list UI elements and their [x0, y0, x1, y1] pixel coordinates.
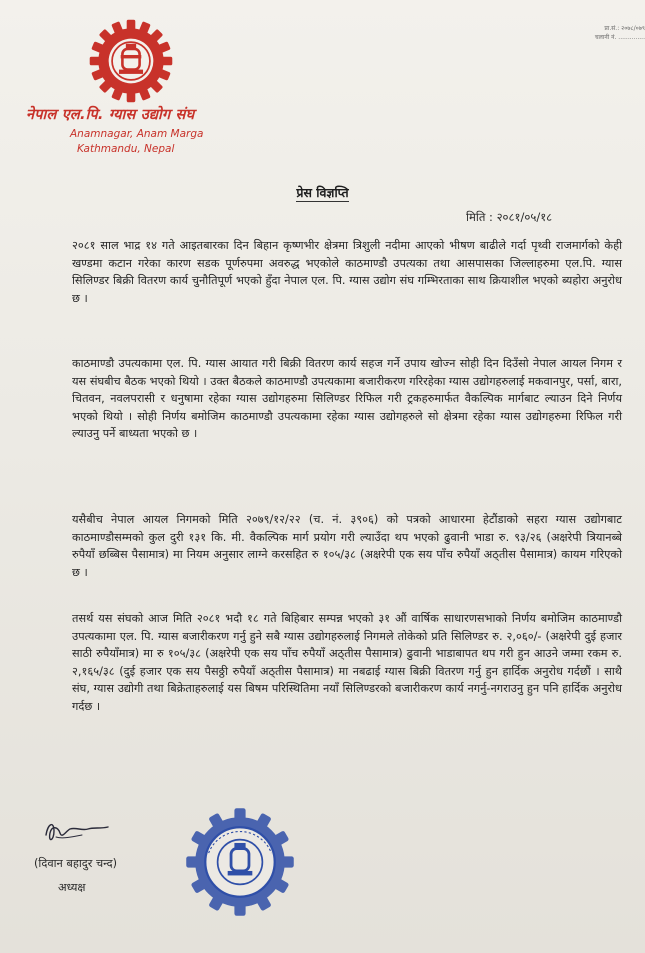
address-line-2: Kathmandu, Nepal	[77, 143, 175, 155]
paragraph-1: २०८१ साल भाद्र १४ गते आइतबारका दिन बिहान कृष्णभीर क्षेत्रमा त्रिशुली नदीमा आएको भीषण बाढीले गर्दा पृथ्वी राजमार्गको केही खण्डमा कटान गरेका कारण सडक पूर्णरुपमा अवरुद्ध भएकोले काठमाण्डौ उपत्यका तथा आसपासका जिल्लाहरुमा एल.पि. ग्यास सिलिण्डर बिक्री वितरण कार्य चुनौतिपूर्ण भएको हुँदा नेपाल एल. पि. ग्यास उद्योग संघ गम्भिरताका साथ क्रियाशील भएको ब्यहोरा अनुरोध छ ।	[72, 239, 622, 305]
signer-name: (दिवान बहादुर चन्द)	[34, 857, 118, 870]
organization-name: नेपाल एल.पि. ग्यास उद्योग संघ	[26, 107, 195, 123]
dispatch-number-line: चलानी नं. ..............	[594, 34, 645, 41]
signer-role: अध्यक्ष	[58, 881, 86, 894]
reference-numbers	[475, 24, 645, 42]
official-stamp-icon	[184, 806, 296, 918]
document-date: मिति : २०८१/०५/१८	[466, 210, 553, 224]
fiscal-year-line: प्रा.सं.: २०७८/०७९	[604, 25, 645, 32]
address-line-1: Anamnagar, Anam Marga	[70, 128, 204, 140]
press-release-heading: प्रेस विज्ञप्ति	[296, 185, 349, 200]
paragraph-4: तसर्थ यस संघको आज मिति २०८१ भदौ १८ गते बिहिबार सम्पन्न भएको ३१ औं वार्षिक साधारणसभाको निर्णय बमोजिम काठमाण्डौ उपत्यकामा एल. पि. ग्यास बजारीकरण गर्नु हुने सबै ग्यास उद्योगहरुलाई निगमले तोकेको प्रति सिलिण्डर रु. २,०६०/- (अक्षरेपी दुई हजार साठी रुपैयाँमात्र) मा रु १०५/३८ (अक्षरेपी एक सय पाँच रुपैयाँ अठ्तीस पैसामात्र) ढुवानी भाडाबापत थप गरी हुन आउने जम्मा रकम रु. २,१६५/३८ (दुई हजार एक सय पैसठ्ठी रुपैयाँ अठ्तीस पैसामात्र) मा नबढाई ग्यास बिक्री वितरण गर्नु हुन हार्दिक अनुरोध गर्दछौं । साथै संघ, ग्यास उद्योगी तथा बिक्रेताहरुलाई यस बिषम परिस्थितिमा नयाँ सिलिण्डरको बजारीकरण कार्य नगर्नु-नगराउनु हुन पनि हार्दिक अनुरोध गर्दछ ।	[72, 612, 622, 713]
gear-logo-icon	[88, 18, 174, 104]
paragraph-2: काठमाण्डौ उपत्यकामा एल. पि. ग्यास आयात गरी बिक्री वितरण कार्य सहज गर्ने उपाय खोज्न सोही दिन दिउँसो नेपाल आयल निगम र यस संघबीच बैठक भएको थियो । उक्त बैठकले काठमाण्डौ उपत्यकामा बजारीकरण गरिरहेका ग्यास उद्योगहरुलाई मकवानपुर, पर्सा, बारा, चितवन, नवलपरासी र धनुषामा रहेका ग्यास उद्योगहरुमा सिलिण्डर रिफिल गरी ट्रकहरुमार्फत वैकल्पिक मार्गबाट ल्याउन दिने निर्णय भएको थियो । सोही निर्णय बमोजिम काठमाण्डौ उपत्यकामा रहेका ग्यास उद्योगहरुले सो क्षेत्रमा रहेका ग्यास उद्योगहरुमा रिफिल गरी ल्याउनु पर्ने बाध्यता भएको छ ।	[72, 357, 622, 441]
paragraph-3: यसैबीच नेपाल आयल निगमको मिति २०७९/१२/२२ (च. नं. ३९०६) को पत्रको आधारमा हेटौंडाको सहरा ग्यास उद्योगबाट काठमाण्डौसम्मको कुल दुरी १३१ कि. मी. वैकल्पिक मार्ग प्रयोग गरी ल्याउँदा थप भएको ढुवानी भाडा रु. ९३/२६ (अक्षरेपी त्रियानब्बे रुपैयाँ छब्बिस पैसामात्र) मा नियम अनुसार लाग्ने करसहित रु १०५/३८ (अक्षरेपी एक सय पाँच रुपैयाँ अठ्तीस पैसामात्र) कायम गरिएको छ ।	[72, 513, 622, 579]
signature-icon	[42, 815, 112, 849]
document-title	[0, 184, 645, 201]
